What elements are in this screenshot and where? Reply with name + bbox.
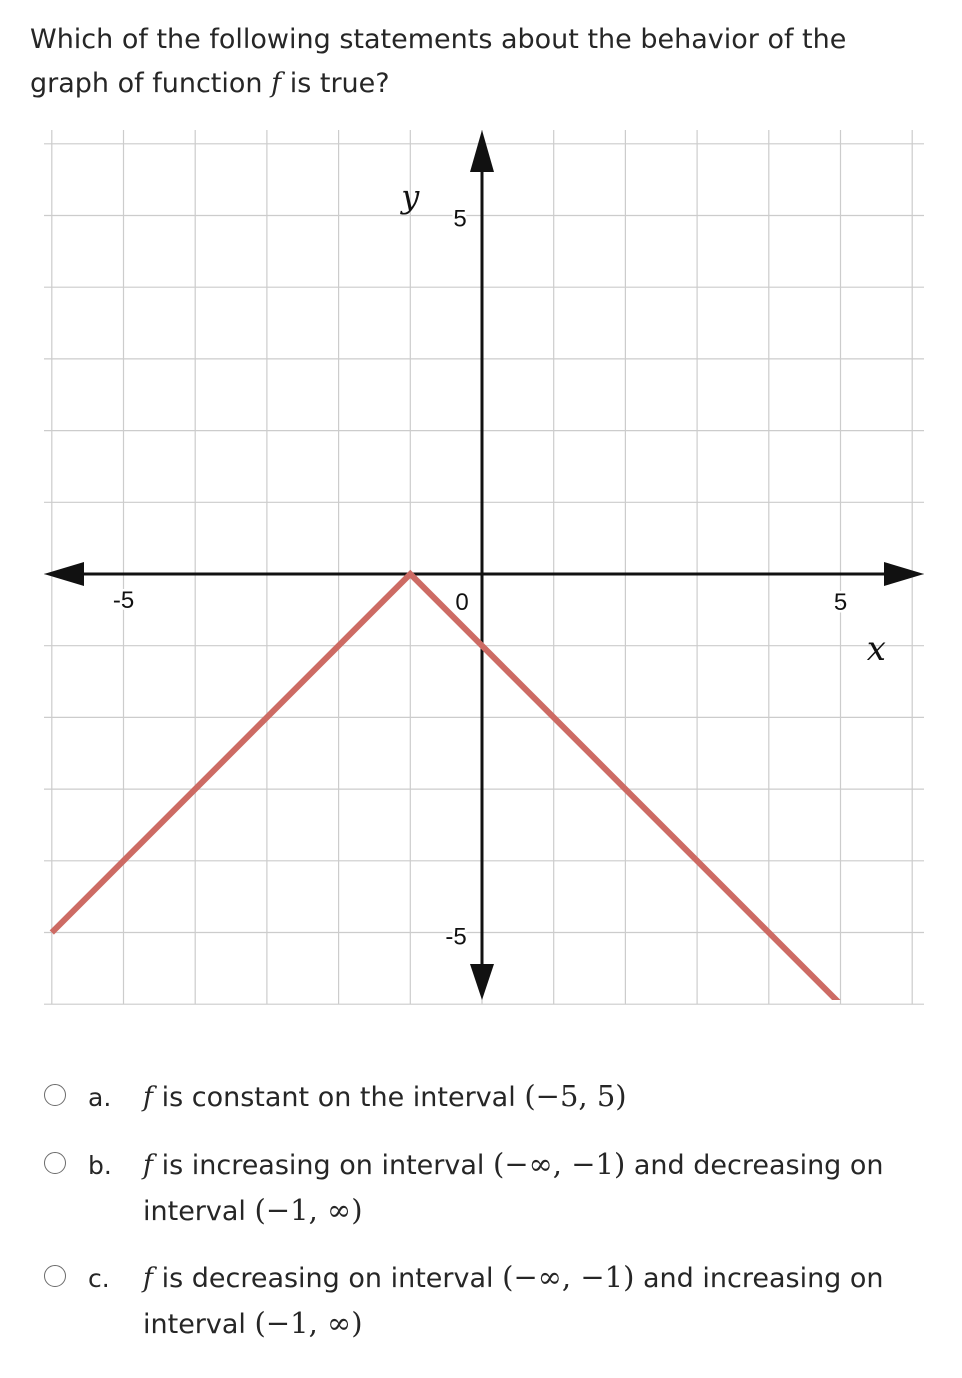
option-a-text-1: is constant on the interval bbox=[153, 1082, 525, 1113]
x-axis-label: x bbox=[866, 629, 886, 669]
option-c-math-2: (−1, ∞) bbox=[254, 1306, 363, 1340]
option-a-text bbox=[143, 1074, 923, 1120]
option-a-radio[interactable] bbox=[44, 1084, 66, 1106]
option-c-text-2: and increasing on interval bbox=[143, 1263, 884, 1340]
axes bbox=[44, 130, 924, 1000]
question-function-var: f bbox=[271, 68, 282, 99]
tick-label-origin: 0 bbox=[455, 589, 469, 616]
y-axis-up-arrow bbox=[470, 130, 494, 172]
option-a-math-1: (−5, 5) bbox=[524, 1079, 627, 1113]
y-axis-down-arrow bbox=[470, 964, 494, 1000]
question-text bbox=[30, 18, 930, 106]
grid-lines bbox=[44, 130, 924, 1004]
question-part1: Which of the following statements about the behavior of the graph of function bbox=[30, 24, 847, 99]
option-a-var: f bbox=[143, 1082, 153, 1113]
option-b-math-1: (−∞, −1) bbox=[493, 1147, 626, 1181]
x-axis-right-arrow bbox=[884, 562, 924, 586]
tick-label-x-pos5: 5 bbox=[833, 589, 848, 616]
option-c-radio[interactable] bbox=[44, 1265, 66, 1287]
option-b-var: f bbox=[143, 1150, 153, 1181]
question-part2: is true? bbox=[289, 68, 390, 99]
option-b-letter: b. bbox=[88, 1151, 112, 1180]
option-b-radio[interactable] bbox=[44, 1152, 66, 1174]
y-axis-label: y bbox=[401, 177, 420, 216]
option-c-text bbox=[143, 1255, 923, 1347]
option-b-math-2: (−1, ∞) bbox=[254, 1193, 363, 1227]
function-graph bbox=[0, 120, 962, 1020]
tick-label-y-neg5: -5 bbox=[445, 923, 467, 951]
option-a-letter: a. bbox=[88, 1083, 112, 1112]
option-c-text-1: is decreasing on interval bbox=[153, 1263, 503, 1294]
tick-labels bbox=[113, 178, 886, 951]
option-c-letter: c. bbox=[88, 1264, 110, 1293]
x-axis-left-arrow bbox=[44, 562, 84, 586]
option-c-var: f bbox=[143, 1263, 153, 1294]
tick-label-x-neg5: -5 bbox=[112, 587, 135, 614]
option-c-math-1: (−∞, −1) bbox=[502, 1260, 635, 1294]
tick-label-y-pos5: 5 bbox=[453, 205, 467, 233]
option-b-text-1: is increasing on interval bbox=[153, 1150, 493, 1181]
option-b-text-2: and decreasing on interval bbox=[143, 1150, 884, 1227]
option-b-text bbox=[143, 1142, 923, 1234]
